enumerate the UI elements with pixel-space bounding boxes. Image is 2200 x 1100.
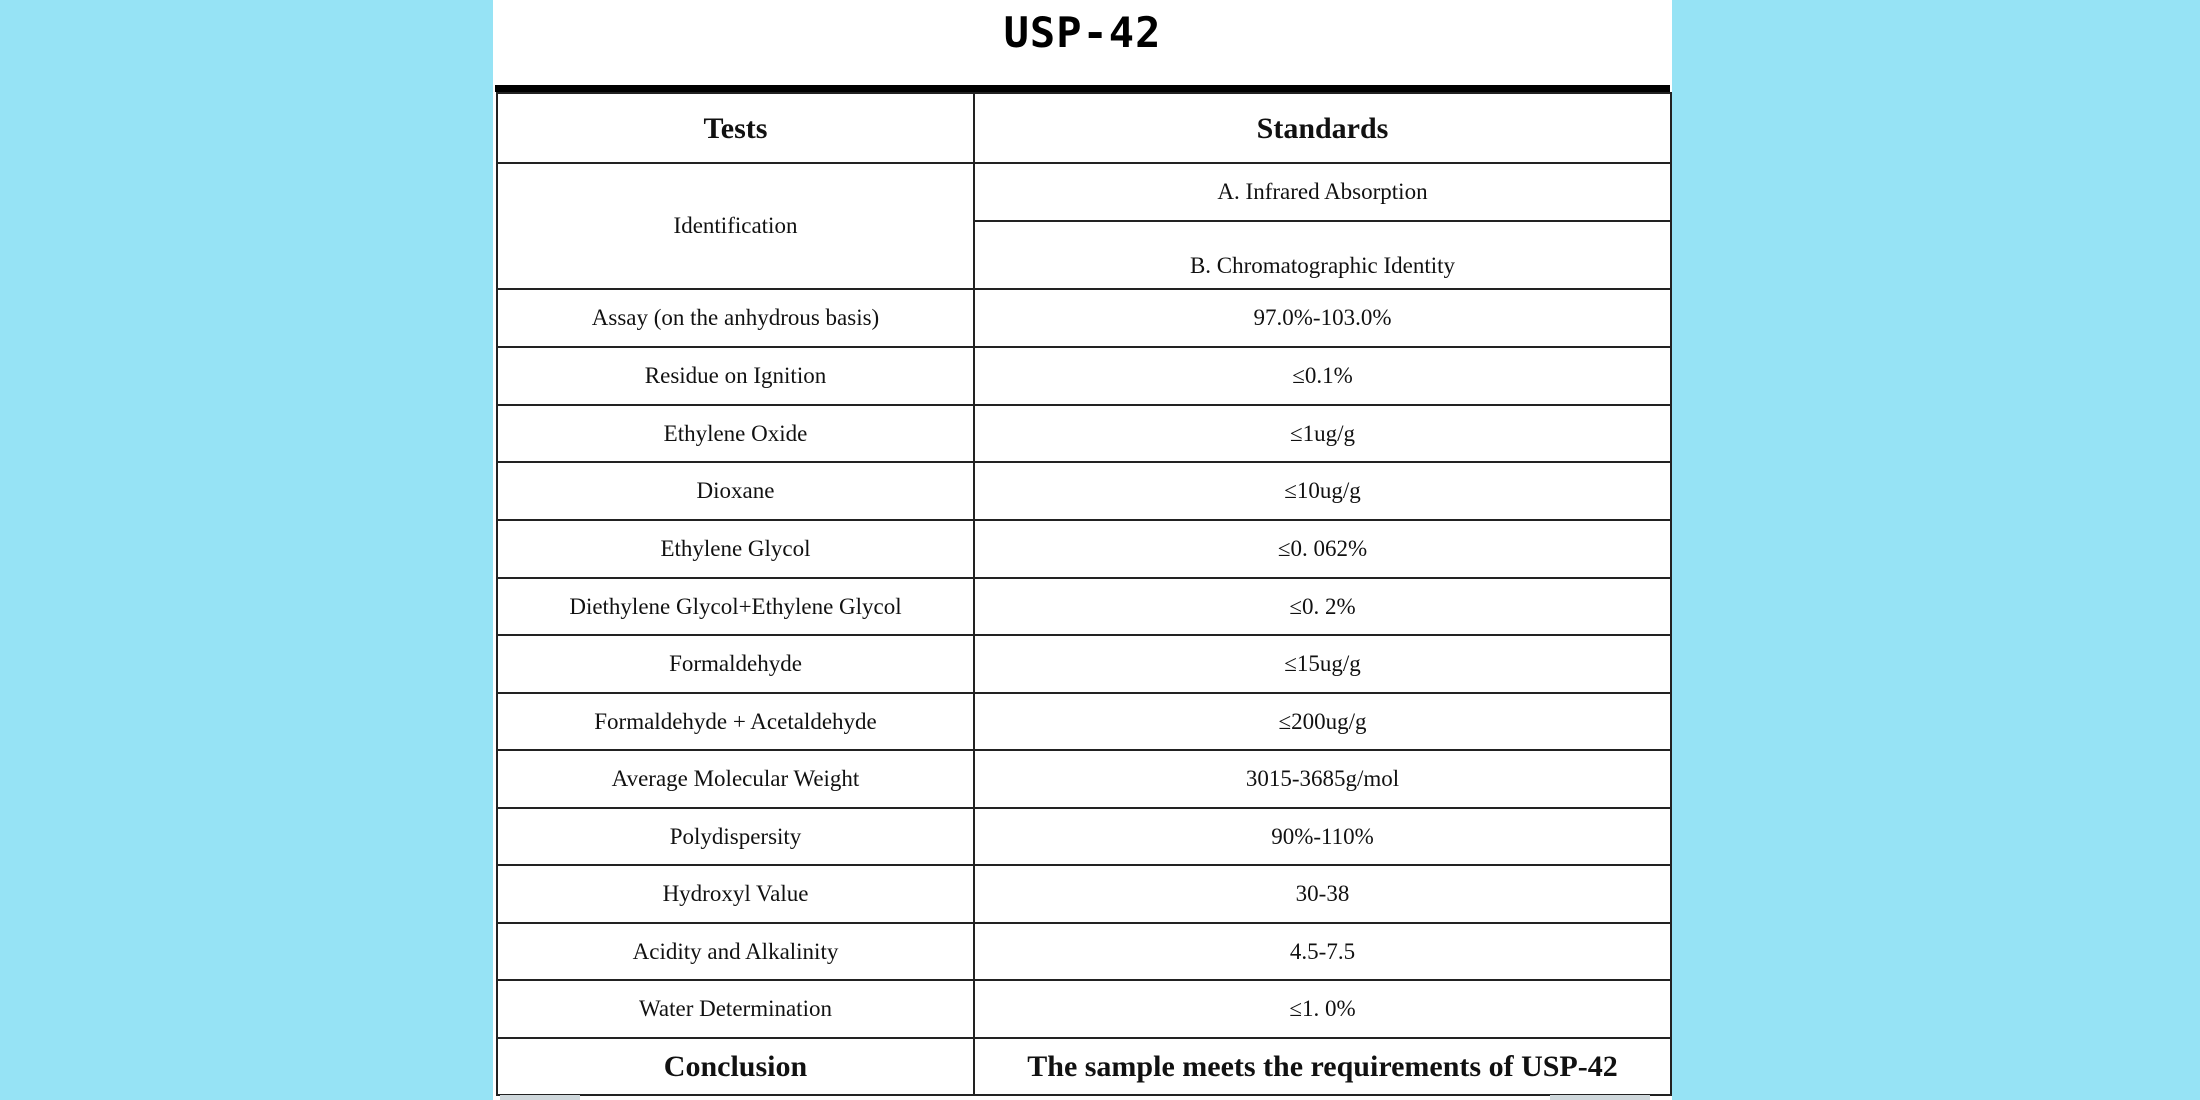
table-row <box>497 578 1671 635</box>
table-row <box>497 462 1671 520</box>
conclusion-row <box>497 1038 1671 1095</box>
conclusion-text: The sample meets the requirements of USP-42 <box>974 1038 1671 1095</box>
row-test: Hydroxyl Value <box>497 865 974 923</box>
row-standard: 90%-110% <box>974 808 1671 865</box>
table-header-row <box>497 93 1671 163</box>
row-test: Ethylene Glycol <box>497 520 974 578</box>
specification-table <box>496 92 1672 1096</box>
identification-standard-a: A. Infrared Absorption <box>974 163 1671 221</box>
row-test: Ethylene Oxide <box>497 405 974 462</box>
row-standard: ≤1. 0% <box>974 980 1671 1038</box>
header-tests: Tests <box>497 93 974 163</box>
conclusion-label: Conclusion <box>497 1038 974 1095</box>
row-test: Polydispersity <box>497 808 974 865</box>
table-row <box>497 635 1671 693</box>
title-divider <box>495 85 1670 92</box>
row-standard: 30-38 <box>974 865 1671 923</box>
row-standard: 4.5-7.5 <box>974 923 1671 980</box>
row-test: Formaldehyde <box>497 635 974 693</box>
row-test: Dioxane <box>497 462 974 520</box>
table-row <box>497 750 1671 808</box>
table-row <box>497 405 1671 462</box>
row-standard: ≤1ug/g <box>974 405 1671 462</box>
row-standard: 97.0%-103.0% <box>974 289 1671 347</box>
table-row <box>497 163 1671 221</box>
row-standard: ≤10ug/g <box>974 462 1671 520</box>
document-panel <box>493 0 1672 1100</box>
row-test: Diethylene Glycol+Ethylene Glycol <box>497 578 974 635</box>
table-row <box>497 520 1671 578</box>
table-row <box>497 980 1671 1038</box>
row-test: Residue on Ignition <box>497 347 974 405</box>
table-row <box>497 808 1671 865</box>
table-row <box>497 347 1671 405</box>
row-test: Acidity and Alkalinity <box>497 923 974 980</box>
table-row <box>497 923 1671 980</box>
document-title: USP-42 <box>1003 8 1162 57</box>
row-standard: ≤200ug/g <box>974 693 1671 750</box>
row-test: Formaldehyde + Acetaldehyde <box>497 693 974 750</box>
bottom-edge-strip <box>500 1095 580 1100</box>
row-standard: ≤0. 062% <box>974 520 1671 578</box>
row-test: Water Determination <box>497 980 974 1038</box>
bottom-edge-strip <box>1550 1095 1650 1100</box>
header-standards: Standards <box>974 93 1671 163</box>
row-test: Average Molecular Weight <box>497 750 974 808</box>
row-standard: ≤15ug/g <box>974 635 1671 693</box>
row-test: Assay (on the anhydrous basis) <box>497 289 974 347</box>
row-standard: ≤0.1% <box>974 347 1671 405</box>
row-standard: ≤0. 2% <box>974 578 1671 635</box>
identification-test: Identification <box>497 163 974 289</box>
table-row <box>497 289 1671 347</box>
table-row <box>497 693 1671 750</box>
row-standard: 3015-3685g/mol <box>974 750 1671 808</box>
table-row <box>497 865 1671 923</box>
identification-standard-b: B. Chromatographic Identity <box>974 221 1671 289</box>
